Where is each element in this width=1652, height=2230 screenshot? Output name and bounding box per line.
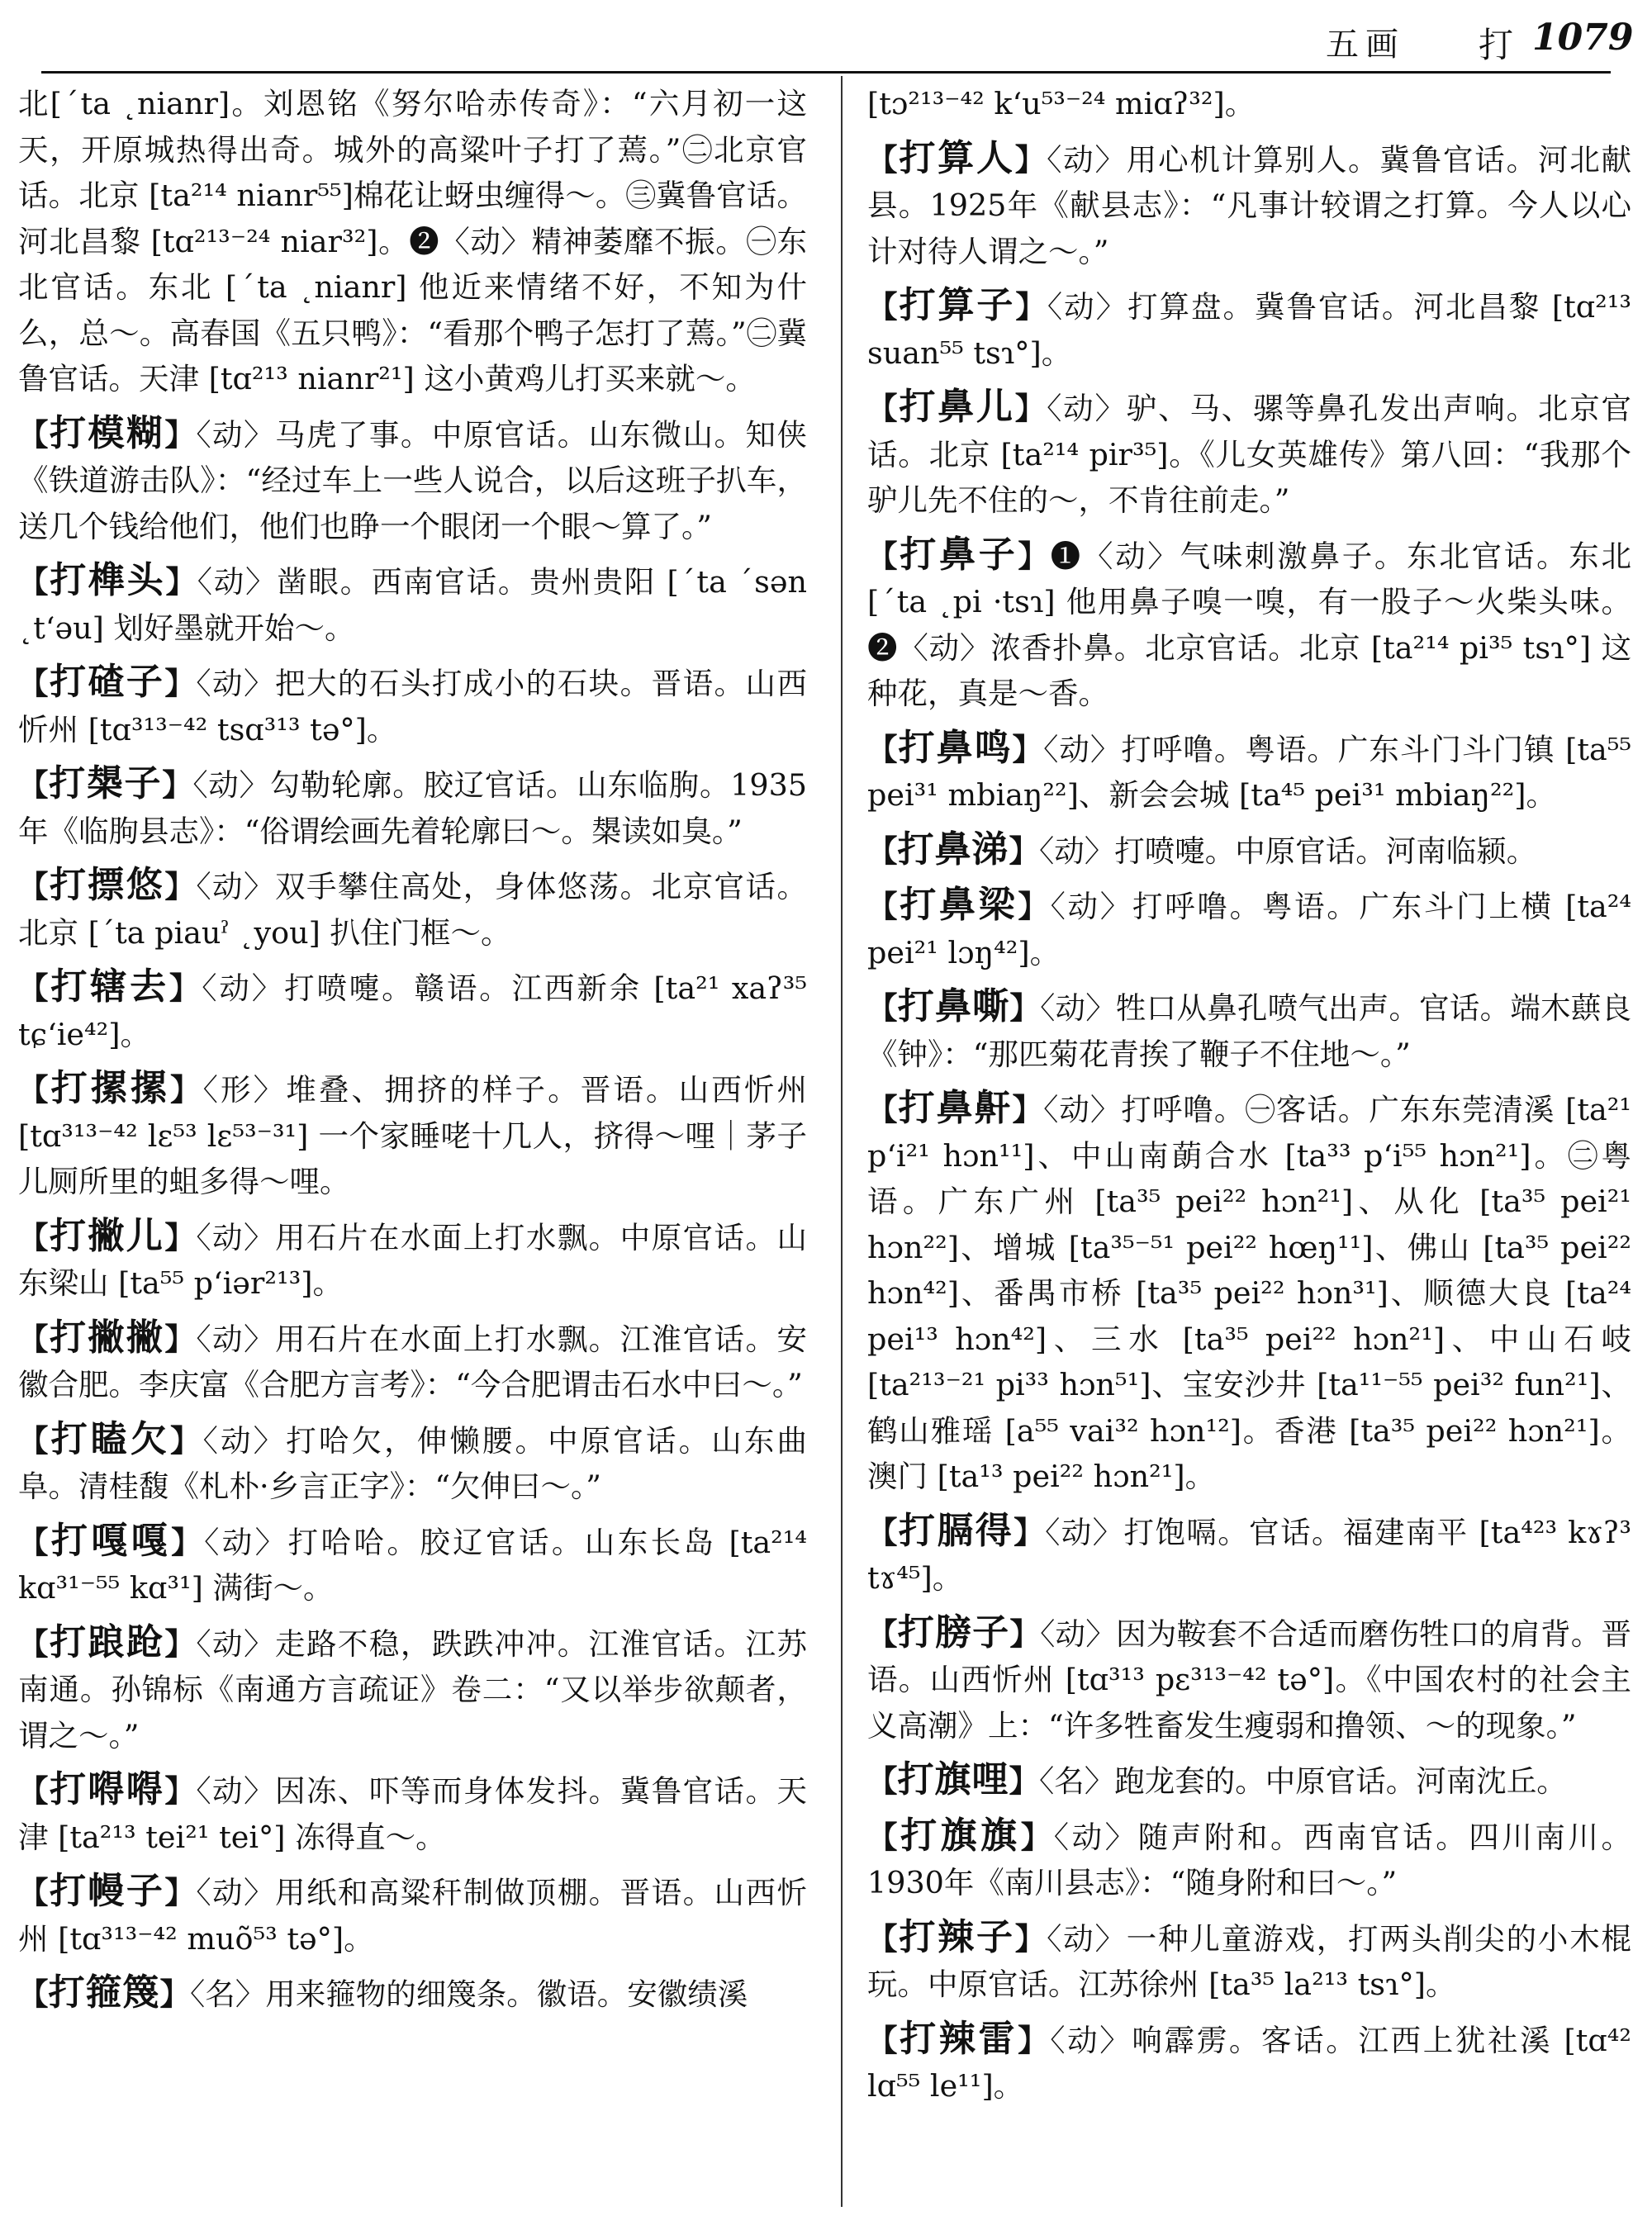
bracket-close: 】 [164,1875,197,1910]
bracket-open: 【 [867,1763,898,1799]
entry-definition: 〈动〉打喷嚏。赣语。江西新余 [ta²¹ xaʔ³⁵ tɕʻie⁴²]。 [18,970,808,1052]
bracket-close: 】 [1009,1763,1039,1799]
entry-definition: 〈动〉因冻、吓等而身体发抖。冀鲁官话。天津 [ta²¹³ tei²¹ tei°] 冻得直～。 [18,1773,807,1855]
bracket-close: 】 [164,416,197,453]
bracket-close: 】 [169,970,202,1006]
entry-headword: 打榫头 [50,559,166,601]
dictionary-entry [867,135,1631,275]
entry-definition: 〈动〉打呼噜。粤语。广东斗门斗门镇 [ta⁵⁵ pei³¹ mbiaŋ²²]、新会会城 [ta⁴⁵ pei³¹ mbiaŋ²²]。 [867,731,1632,813]
dictionary-entry [867,1508,1631,1601]
bracket-open: 【 [18,1524,51,1560]
entry-headword: 打碴子 [49,661,165,703]
dictionary-entry [18,862,807,956]
entry-definition: 〈形〉堆叠、拥挤的样子。晋语。山西忻州 [tɑ³¹³⁻⁴² lɛ⁵³ lɛ⁵³⁻³¹] 一个家睡咾十几人，挤得～哩｜茅子儿厕所里的蛆多得～哩。 [18,1072,808,1199]
entry-definition: 〈名〉用来箍物的细篾条。徽语。安徽绩溪 [190,1976,748,2012]
bracket-close: 】 [164,869,197,904]
dictionary-entry [18,1213,807,1307]
entry-headword: 打鼻子 [900,533,1018,576]
bracket-close: 】 [1014,1514,1046,1550]
entry-definition: 〈动〉双手攀住高处，身体悠荡。北京官话。北京 [ˊta piauˀ ˛you] 扒住门框～。 [18,869,807,951]
entry-headword: 打膀子 [897,1611,1010,1654]
bracket-open: 【 [867,141,900,178]
entry-definition: 〈动〉随声附和。西南官话。四川南川。1930年《南川县志》：“随身附和曰～。” [867,1819,1632,1900]
entry-definition: 〈动〉因为鞍套不合适而磨伤牲口的肩背。晋语。山西忻州 [tɑ³¹³ pɛ³¹³⁻⁴² tə°]。《中国农村的社会主义高潮》上：“许多牲畜发生瘦弱和撸领、～的现象。” [867,1616,1631,1744]
entry-definition: 〈动〉打呼噜。粤语。广东斗门上横 [ta²⁴ pei²¹ lɔŋ⁴²]。 [867,889,1632,970]
bracket-open: 【 [867,889,900,924]
entry-headword: 打辣子 [899,1915,1015,1958]
bracket-open: 【 [867,538,900,574]
entry-headword: 打摽悠 [49,864,165,906]
dictionary-entry [18,81,807,402]
entry-headword: 打模糊 [49,411,165,454]
dictionary-entry [867,882,1631,975]
entry-headword: 打鼻鼾 [898,1087,1013,1129]
entry-definition: [tɔ²¹³⁻⁴² kʻu⁵³⁻²⁴ miɑʔ³²]。 [867,86,1256,121]
entry-headword: 打鼻鸣 [898,726,1013,769]
page-number: 1079 [1532,17,1634,59]
bracket-close: 】 [1014,141,1047,178]
entry-headword: 打辣雷 [900,2017,1018,2060]
entry-definition: 〈动〉打哈哈。胶辽官话。山东长岛 [ta²¹⁴ kɑ³¹⁻⁵⁵ kɑ³¹] 满街～。 [18,1524,808,1606]
bracket-open: 【 [867,1819,901,1855]
entry-definition: 〈动〉用心机计算别人。冀鲁官话。河北献县。1925年《献县志》：“凡事计较谓之打算。今人以心计对待人谓之～。” [867,141,1632,269]
entry-definition: 〈动〉响霹雳。客话。江西上犹社溪 [tɑ⁴² lɑ⁵⁵ le¹¹]。 [867,2022,1632,2104]
dictionary-entry [867,1914,1631,2008]
dictionary-entry [18,964,807,1057]
entry-headword: 打辖去 [50,966,169,1008]
bracket-close: 】 [164,1625,197,1662]
entry-definition: 〈动〉打喷嚏。中原官话。河南临颍。 [1039,833,1537,869]
bracket-open: 【 [18,869,50,904]
entry-headword: 打踉跄 [49,1620,165,1663]
bracket-close: 】 [1014,391,1047,426]
dictionary-entry [18,1868,807,1962]
bracket-close: 】 [1018,889,1051,924]
entry-definition: 〈动〉打呼噜。㊀客话。广东东莞清溪 [ta²¹ pʻi²¹ hɔn¹¹]、中山南蓢合水 [ta³³ pʻi⁵⁵ hɔn²¹]。㊁粤语。广东广州 [ta³⁵ pei²² hɔn²¹]、从化 [ta³⁵ pei²¹ hɔn²²]、增城 [ta³⁵⁻⁵¹ pei²² hœŋ¹¹]、佛山 [ta³⁵ pei²² hɔn⁴²]、番禺市桥 [ta³⁵ pei²² hɔn³¹]、顺德大良 [ta²⁴ pei¹³ hɔn⁴²]、三水 [ta³⁵ pei²² hɔn²¹]、中山石岐 [ta²¹³⁻²¹ pi³³ hɔn⁵¹]、宝安沙井 [ta¹¹⁻⁵⁵ pei³² fun²¹]、鹤山雅瑶 [a⁵⁵ vai³² hɔn¹²]。香港 [ta³⁵ pei²² hɔn²¹]。澳门 [ta¹³ pei²² hɔn²¹]。 [867,1092,1632,1494]
bracket-close: 】 [164,666,197,701]
dictionary-entry [18,410,807,550]
entry-definition: 〈动〉凿眼。西南官话。贵州贵阳 [ˊta ˊsən ˛tʻəu] 划好墨就开始～。 [18,564,808,646]
bracket-open: 【 [867,391,900,426]
bracket-open: 【 [867,1092,899,1127]
entry-definition: 〈动〉打饱嗝。官话。福建南平 [ta⁴²³ kɤʔ³ tɤ⁴⁵]。 [867,1514,1632,1596]
entry-definition: 〈动〉把大的石头打成小的石块。晋语。山西忻州 [tɑ³¹³⁻⁴² tsɑ³¹³ tə°]。 [18,666,807,747]
bracket-open: 【 [18,1219,50,1255]
dictionary-entry [867,1813,1631,1906]
bracket-open: 【 [867,833,898,869]
bracket-close: 】 [1018,2022,1051,2058]
dictionary-entry [867,1610,1631,1749]
bracket-close: 】 [164,1219,197,1255]
bracket-open: 【 [867,1514,899,1550]
entry-definition: 〈动〉勾勒轮廓。胶辽官话。山东临朐。1935年《临朐县志》：“俗谓绘画先着轮廓曰～。槼读如臭。” [18,767,808,849]
dictionary-entry [867,532,1631,717]
page-header [0,0,1652,74]
entry-definition: 〈动〉一种儿童游戏，打两头削尖的小木棍玩。中原官话。江苏徐州 [ta³⁵ la²¹³ tsɿ°]。 [867,1920,1632,2002]
entry-headword: 打槼子 [49,762,163,804]
dictionary-entry [18,1767,807,1860]
entry-definition: 〈动〉驴、马、骡等鼻孔发出声响。北京官话。北京 [ta²¹⁴ pir³⁵]。《儿女英雄传》第八回：“我那个驴儿先不住的～，不肯往前走。” [867,391,1632,518]
bracket-open: 【 [18,767,50,803]
bracket-open: 【 [18,1422,51,1459]
bracket-open: 【 [867,289,900,325]
bracket-close: 】 [164,1773,197,1809]
bracket-close: 】 [164,1321,197,1357]
bracket-close: 】 [1020,1819,1054,1855]
bracket-close: 】 [171,1524,205,1560]
dictionary-entry [867,725,1631,818]
dictionary-entry [867,81,1631,127]
bracket-open: 【 [18,1072,51,1108]
section-label: 五画 [1326,26,1405,64]
entry-headword: 打箍篾 [48,1971,160,2014]
entry-definition: 北[ˊta ˛nianr]。刘恩铭《努尔哈赤传奇》：“六月初一这天，开原城热得出奇。城外的高粱叶子打了蔫。”㊁北京官话。北京 [ta²¹⁴ nianr⁵⁵]棉花让蚜虫缠得～。㊂冀鲁官话。河北昌黎 [tɑ²¹³⁻²⁴ niar³²]。❷〈动〉精神萎靡不振。㊀东北官话。东北 [ˊta ˛nianr] 他近来情绪不好，不知为什么，总～。高春国《五只鸭》：“看那个鸭子怎打了蔫。”㊁冀鲁官话。天津 [tɑ²¹³ nianr²¹] 这小黄鸡儿打买来就～。 [18,86,807,396]
headword-char: 打 [1479,25,1514,65]
entry-headword: 打膈得 [898,1509,1014,1552]
bracket-open: 【 [867,2022,900,2058]
entry-headword: 打鼻涕 [897,828,1009,871]
dictionary-entry [18,1620,807,1759]
dictionary-entry [867,1757,1631,1805]
entry-definition: 〈动〉牲口从鼻孔喷气出声。官话。端木蕻良《钟》：“那匹菊花青挨了鞭子不住地～。” [867,990,1631,1072]
entry-definition: 〈动〉走路不稳，跌跌冲冲。江淮官话。江苏南通。孙锦标《南通方言疏证》卷二：“又以举步欲颠者，谓之～。” [18,1625,807,1753]
bracket-open: 【 [18,1875,50,1910]
bracket-close: 】 [1009,990,1041,1026]
bracket-close: 】 [1015,289,1047,325]
dictionary-entry [867,282,1631,376]
dictionary-entry [18,659,807,752]
entry-headword: 打瞌欠 [50,1417,170,1460]
bracket-close: 】 [165,564,197,600]
bracket-close: 】 [159,1976,190,2012]
bracket-close: 】 [1009,833,1039,869]
dictionary-entry [867,384,1631,524]
dictionary-entry [18,1518,807,1611]
entry-headword: 打鼻儿 [899,386,1015,428]
bracket-close: 】 [1009,1616,1041,1652]
dictionary-entry [867,2016,1631,2109]
entry-definition: 〈动〉用纸和高粱秆制做顶棚。晋语。山西忻州 [tɑ³¹³⁻⁴² muõ⁵³ tə°]。 [18,1875,807,1957]
entry-definition: ❶〈动〉气味刺激鼻子。东北官话。东北 [ˊta ˛pi ·tsɿ] 他用鼻子嗅一嗅，有一股子～火柴头味。❷〈动〉浓香扑鼻。北京官话。北京 [ta²¹⁴ pi³⁵ tsɿ°] 这种花，真是～香。 [867,538,1632,711]
bracket-close: 】 [1014,1920,1047,1957]
bracket-open: 【 [18,970,51,1006]
bracket-close: 】 [1012,731,1044,767]
bracket-open: 【 [18,666,50,701]
entry-definition: 〈动〉用石片在水面上打水飘。江淮官话。安徽合肥。李庆富《合肥方言考》：“今合肥谓击石水中曰～。” [18,1321,807,1402]
bracket-open: 【 [18,416,50,453]
entry-headword: 打旗哩 [897,1758,1009,1801]
entry-headword: 打嘎嘎 [50,1519,172,1562]
bracket-open: 【 [867,1616,898,1652]
entry-headword: 打撇儿 [49,1214,165,1257]
bracket-close: 】 [169,1072,203,1108]
entry-headword: 打算人 [899,136,1015,179]
entry-headword: 打旗旗 [900,1814,1021,1857]
dictionary-entry [867,1085,1631,1500]
bracket-open: 【 [18,1321,50,1357]
dictionary-entry [867,827,1631,875]
header-rule [41,71,1611,74]
entry-headword: 打撇撇 [49,1316,165,1359]
entry-definition: 〈动〉马虎了事。中原官话。山东微山。知侠《铁道游击队》：“经过车上一些人说合，以后这班子扒车，送几个钱给他们，他们也睁一个眼闭一个眼～算了。” [18,416,807,544]
entry-headword: 打幔子 [49,1870,165,1912]
bracket-open: 【 [18,1625,50,1662]
dictionary-entry [18,1065,807,1205]
entry-headword: 打摞摞 [50,1067,170,1109]
entry-definition: 〈动〉用石片在水面上打水飘。中原官话。山东梁山 [ta⁵⁵ pʻiər²¹³]。 [18,1219,807,1301]
bracket-close: 】 [1012,1092,1044,1127]
right-column [867,81,1631,2118]
dictionary-entry [18,1416,807,1510]
bracket-open: 【 [867,990,898,1026]
left-column [18,81,807,2026]
dictionary-entry [18,1970,807,2018]
bracket-close: 】 [169,1422,203,1459]
bracket-open: 【 [18,564,50,600]
entry-headword: 打鼻梁 [900,884,1018,926]
column-divider [841,76,843,2207]
bracket-close: 】 [1018,538,1051,574]
bracket-open: 【 [18,1976,49,2012]
dictionary-entry [18,1315,807,1408]
entry-headword: 打鼻嘶 [897,985,1010,1027]
bracket-close: 】 [162,767,193,803]
entry-definition: 〈动〉打哈欠，伸懒腰。中原官话。山东曲阜。清桂馥《札朴·乡言正字》：“欠伸曰～。” [18,1422,808,1504]
bracket-open: 【 [18,1773,50,1809]
entry-definition: 〈名〉跑龙套的。中原官话。河南沈丘。 [1039,1763,1567,1799]
dictionary-entry [18,558,807,651]
dictionary-entry [867,984,1631,1077]
bracket-open: 【 [867,731,899,767]
entry-definition: 〈动〉打算盘。冀鲁官话。河北昌黎 [tɑ²¹³ suan⁵⁵ tsɿ°]。 [867,289,1632,371]
entry-headword: 打嘚嘚 [49,1768,165,1810]
dictionary-entry [18,761,807,854]
bracket-open: 【 [867,1920,900,1957]
entry-headword: 打算子 [899,284,1016,326]
